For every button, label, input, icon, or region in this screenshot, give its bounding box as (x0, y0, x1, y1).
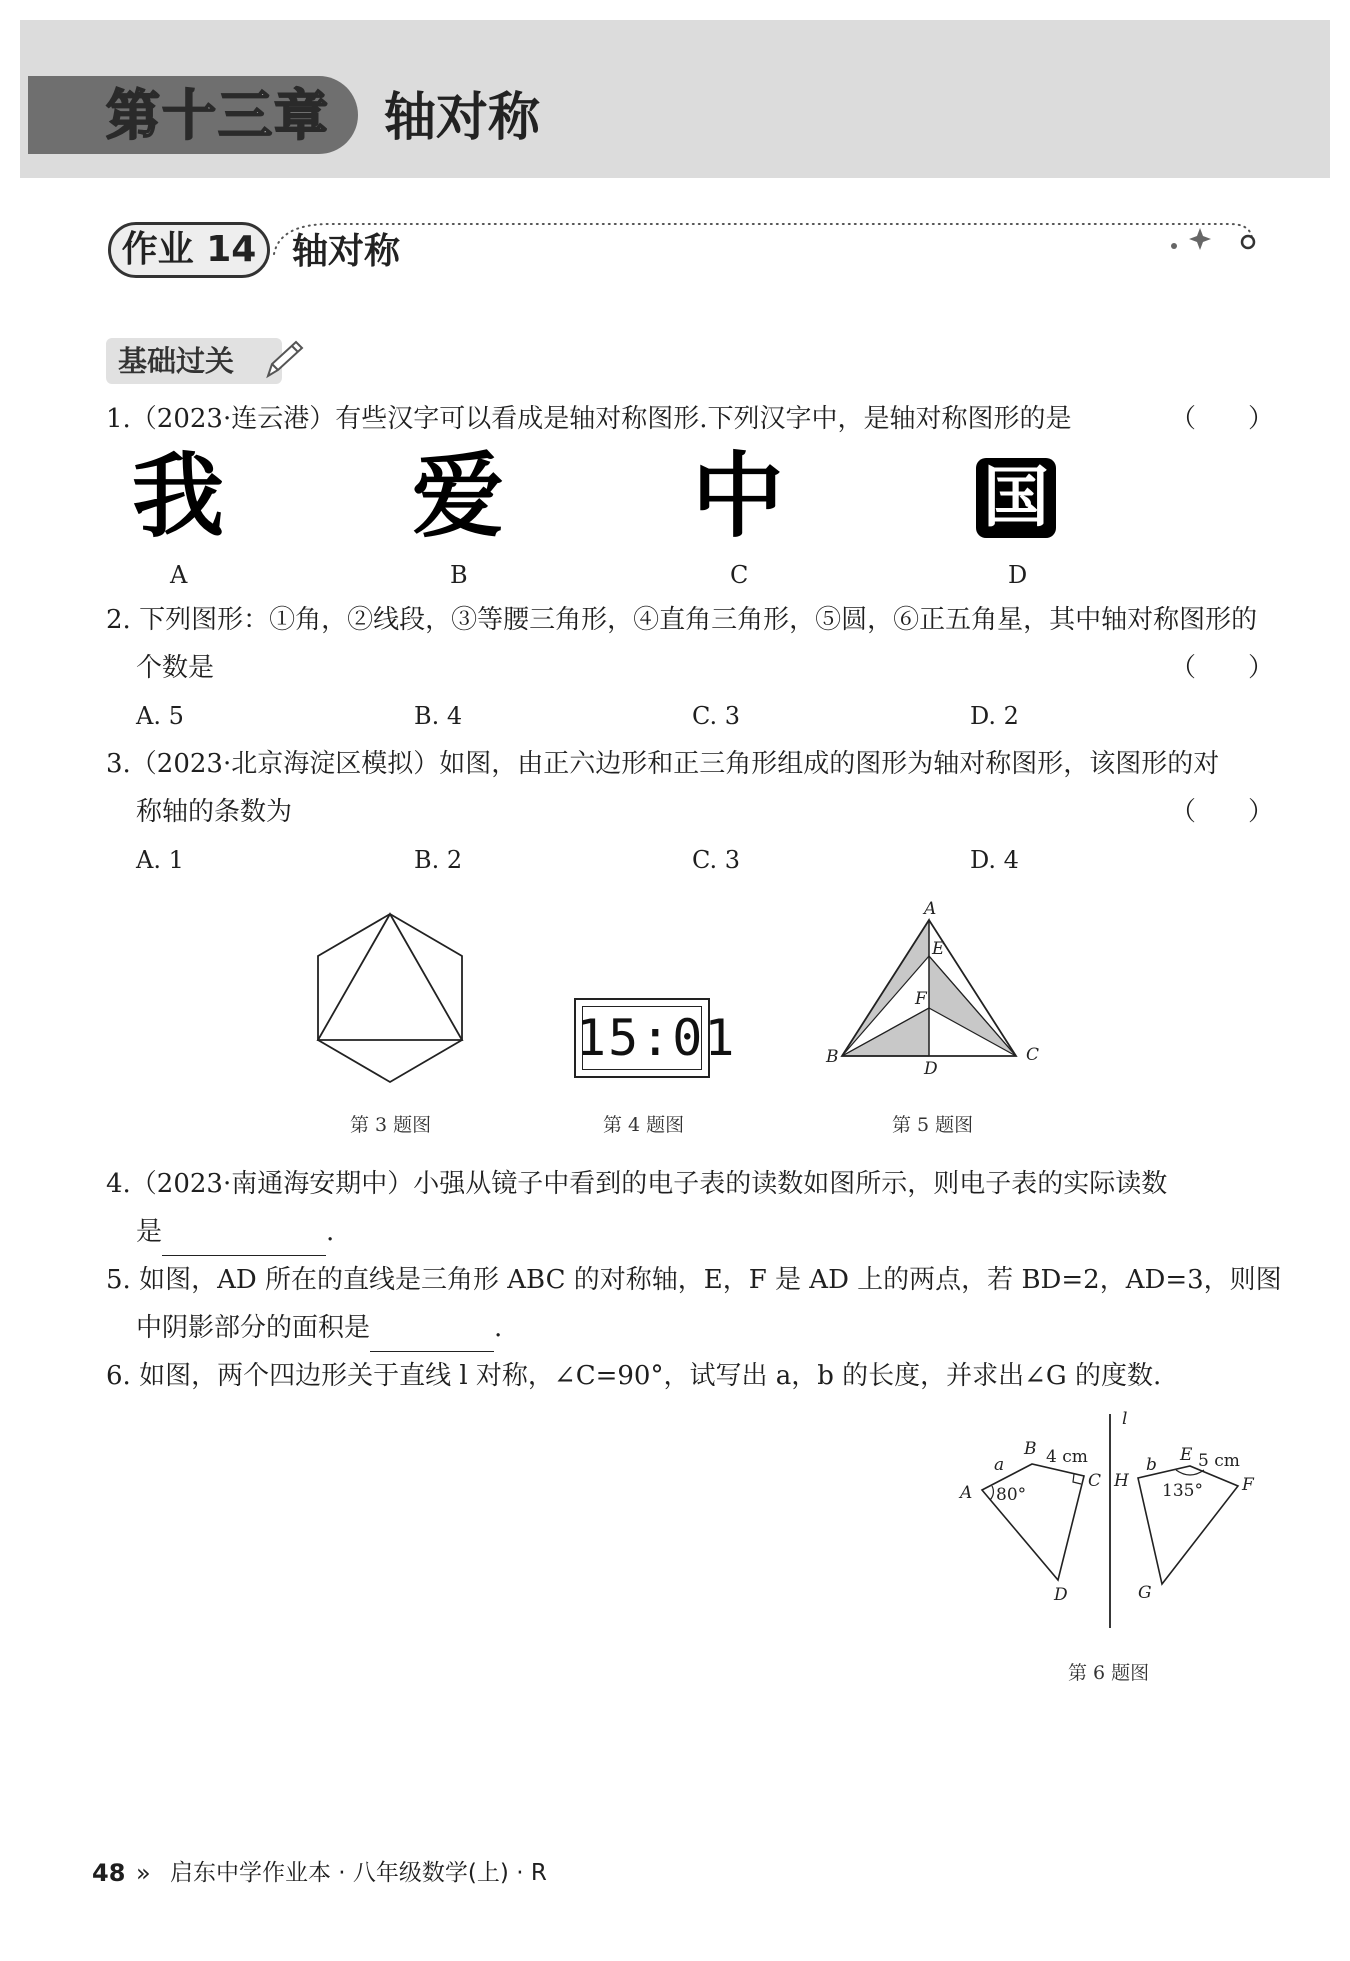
label-a-length: a (994, 1455, 1005, 1475)
option-char-d: 国 (983, 459, 1049, 536)
figure-6-caption: 第 6 题图 (1068, 1662, 1150, 1684)
chapter-title: 轴对称 (384, 88, 541, 148)
question-2-option-a: A. 5 (136, 702, 184, 730)
label-length-5cm: 5 cm (1198, 1451, 1240, 1471)
label-d-vertex: D (1054, 1585, 1068, 1605)
label-f-vertex: F (1242, 1475, 1254, 1495)
question-1-text: 1.（2023·连云港）有些汉字可以看成是轴对称图形.下列汉字中，是轴对称图形的是 (106, 404, 1072, 434)
label-c: C (1026, 1045, 1040, 1065)
dot-icon (1171, 243, 1177, 249)
question-3-line1: 3.（2023·北京海淀区模拟）如图，由正六边形和正三角形组成的图形为轴对称图形，该图形的对 (106, 749, 1220, 779)
label-g-vertex: G (1138, 1583, 1152, 1603)
question-4-line2: 是 (136, 1217, 163, 1247)
question-3-option-d: D. 4 (970, 846, 1019, 874)
pencil-icon (262, 338, 306, 382)
option-label-a: A (170, 561, 188, 589)
option-char-c: 中 (692, 443, 785, 550)
question-1-bracket: （ ） (1170, 404, 1275, 434)
label-h-vertex: H (1114, 1471, 1129, 1491)
question-2-option-d: D. 2 (970, 702, 1019, 730)
label-d: D (924, 1059, 938, 1079)
option-label-b: B (450, 561, 468, 589)
question-3-line2: 称轴的条数为 (136, 797, 293, 827)
label-a: A (924, 899, 937, 919)
question-2-option-b: B. 4 (414, 702, 463, 730)
figure-4-clock (574, 998, 737, 1078)
question-2-option-c: C. 3 (692, 702, 741, 730)
option-char-b: 爱 (412, 443, 505, 550)
chapter-label: 第十三章 (106, 84, 330, 147)
label-a-vertex: A (960, 1483, 973, 1503)
question-3-bracket: （ ） (1170, 797, 1275, 827)
dotted-header-line (270, 218, 1270, 258)
label-angle-135: 135° (1162, 1481, 1203, 1501)
question-6-text: 6. 如图，两个四边形关于直线 l 对称，∠C=90°，试写出 a，b 的长度，并求出∠G 的度数. (106, 1361, 1162, 1391)
figure-5-caption: 第 5 题图 (892, 1114, 974, 1136)
homework-title: 轴对称 (292, 231, 401, 272)
label-angle-80: 80° (996, 1485, 1027, 1505)
ring-icon (1242, 236, 1254, 248)
label-c-vertex: C (1088, 1471, 1102, 1491)
question-5-line1: 5. 如图，AD 所在的直线是三角形 ABC 的对称轴，E，F 是 AD 上的两点，若 BD=2，AD=3，则图 (106, 1265, 1282, 1295)
label-e-vertex: E (1180, 1445, 1193, 1465)
section-label: 基础过关 (118, 344, 235, 378)
question-4-answer-line (136, 1208, 334, 1256)
question-5-blank[interactable] (370, 1321, 494, 1352)
page-number: 48 (92, 1859, 126, 1887)
book-title: 启东中学作业本 · 八年级数学(上) · R (170, 1860, 547, 1886)
question-5-line2: 中阴影部分的面积是 (136, 1313, 371, 1343)
label-line-l: l (1122, 1409, 1128, 1429)
question-4-end: . (326, 1217, 335, 1247)
homework-label: 作业 14 (121, 229, 257, 270)
sparkle-icon (1189, 228, 1211, 250)
question-2-line1: 2. 下列图形：①角，②线段，③等腰三角形，④直角三角形，⑤圆，⑥正五角星，其中轴对称图形的 (106, 605, 1258, 635)
question-2-bracket: （ ） (1170, 653, 1275, 683)
figure-3-caption: 第 3 题图 (350, 1114, 432, 1136)
figure-6-quadrilaterals (950, 1408, 1270, 1638)
clock-reading: 15:01 (576, 1009, 737, 1067)
question-4-blank[interactable] (162, 1225, 326, 1256)
question-3-option-a: A. 1 (136, 846, 184, 874)
label-length-4cm: 4 cm (1046, 1447, 1088, 1467)
option-char-d-box (976, 458, 1056, 538)
question-3-option-b: B. 2 (414, 846, 463, 874)
label-b-vertex: B (1024, 1439, 1037, 1459)
question-5-answer-line (136, 1304, 502, 1352)
label-e: E (932, 939, 945, 959)
label-f: F (915, 989, 927, 1009)
question-3-option-c: C. 3 (692, 846, 741, 874)
option-char-a: 我 (132, 443, 225, 550)
label-b: B (826, 1047, 839, 1067)
figure-5-triangle (820, 896, 1050, 1086)
question-4-line1: 4.（2023·南通海安期中）小强从镜子中看到的电子表的读数如图所示，则电子表的实际读数 (106, 1169, 1168, 1199)
figure-4-caption: 第 4 题图 (603, 1114, 685, 1136)
option-label-d: D (1008, 561, 1028, 589)
label-b-length: b (1146, 1455, 1157, 1475)
question-5-end: . (494, 1313, 503, 1343)
question-2-line2: 个数是 (136, 653, 215, 683)
double-chevron-icon: » (136, 1859, 151, 1887)
option-label-c: C (730, 561, 749, 589)
figure-3-hexagon (310, 908, 470, 1086)
